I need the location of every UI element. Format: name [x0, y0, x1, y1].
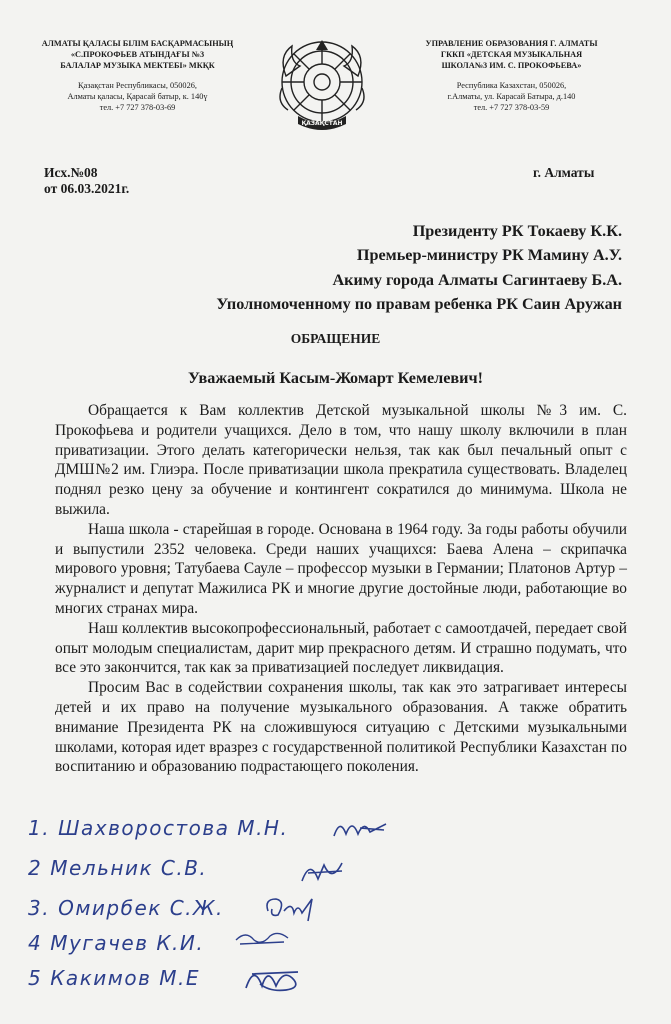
signature-entry [28, 966, 200, 990]
letterhead-line: АЛМАТЫ ҚАЛАСЫ БІЛІМ БАСҚАРМАСЫНЫҢ [41, 39, 234, 48]
addressee-line: Премьер-министру РК Мамину А.У. [356, 246, 622, 265]
letterhead-phone: тел. +7 727 378-03-69 [99, 103, 176, 112]
body-paragraph: Просим Вас в содействии сохранения школы, так как это затрагивает интересы детей и их право на получение музыкального образования. А также обратить внимание Президента РК на сложившуюся ситуацию с Детскими музыкальными школами, которая идет вразрез с государственной политикой Республики Казахстан по воспитанию и образованию подрастающего поколения. [55, 679, 627, 776]
letter-body [55, 401, 627, 777]
emblem-ribbon-text: ҚАЗАҚСТАН [301, 120, 343, 127]
outgoing-date: от 06.03.2021г. [44, 181, 130, 196]
body-paragraph: Наш коллектив высокопрофессиональный, работает с самоотдачей, передает свой опыт молодым специалистам, дарит мир прекрасного детям. И страшно подумать, что все это закончится, так как за приватизацией последует ликвидация. [55, 619, 627, 677]
addressee-line: Уполномоченному по правам ребенка РК Саин Аружан [216, 294, 622, 313]
signature-entry [28, 856, 207, 880]
handwritten-signature-mark [330, 814, 390, 844]
city: г. Алматы [533, 165, 595, 180]
letterhead-phone: тел. +7 727 378-03-59 [473, 103, 550, 112]
signature-number: 2 [28, 856, 43, 880]
letterhead-address: г.Алматы, ул. Карасай Батыра, д.140 [447, 92, 576, 101]
letterhead-line: «С.ПРОКОФЬЕВ АТЫНДАҒЫ №3 [70, 50, 205, 59]
signature-entry [28, 816, 288, 840]
addressee-line: Президенту РК Токаеву К.К. [412, 222, 622, 240]
signature-name: Омирбек С.Ж. [58, 896, 224, 920]
signature-name: Шахворостова М.Н. [58, 816, 289, 840]
signature-name: Мугачев К.И. [50, 931, 205, 955]
letterhead-line: ГККП «ДЕТСКАЯ МУЗЫКАЛЬНАЯ [440, 50, 583, 59]
addressee-block [216, 219, 622, 316]
state-emblem-icon [276, 36, 368, 132]
outgoing-reference [44, 165, 129, 197]
handwritten-signature-mark [240, 960, 306, 996]
salutation: Уважаемый Касым-Жомарт Кемелевич! [187, 369, 484, 387]
outgoing-number: Исх.№08 [44, 165, 98, 180]
letterhead-address: Қазақстан Республикасы, 050026, [78, 81, 197, 90]
letterhead-address: Республика Казахстан, 050026, [456, 81, 567, 90]
signature-name: Мельник С.В. [50, 856, 208, 880]
signature-entry [28, 896, 224, 920]
signature-entry [28, 931, 204, 955]
handwritten-signature-mark [262, 893, 320, 925]
letterhead-address: Алматы қаласы, Қарасай батыр, к. 140ү [67, 92, 208, 101]
signature-number: 5 [28, 966, 43, 990]
body-paragraph: Обращается к Вам коллектив Детской музыкальной школы №3 им. С. Прокофьева и родители учащихся. Дело в том, что нашу школу включили в план приватизации. Этого делать категорически нельзя, так как был печальный опыт с ДМШ№2 им. Глиэра. После приватизации школа прекратила существовать. Владелец поднял резко цену за обучение и контингент сократился до минимума. Школа не выжила. [55, 402, 627, 518]
addressee-line: Акиму города Алматы Сагинтаеву Б.А. [332, 270, 622, 289]
handwritten-signature-mark [232, 924, 292, 950]
letterhead-kazakh [20, 38, 255, 113]
letterhead-line: ШКОЛА№3 ИМ. С. ПРОКОФЬЕВА» [441, 61, 582, 70]
letterhead-line: УПРАВЛЕНИЕ ОБРАЗОВАНИЯ Г. АЛМАТЫ [425, 39, 598, 48]
signature-number: 4 [28, 931, 43, 955]
letterhead-line: БАЛАЛАР МУЗЫКА МЕКТЕБІ» МКҚК [60, 61, 215, 70]
signature-number: 3. [28, 896, 51, 920]
handwritten-signature-mark [298, 857, 348, 887]
signature-name: Какимов М.Е [50, 966, 200, 990]
signature-number: 1. [28, 816, 51, 840]
body-paragraph: Наша школа - старейшая в городе. Основана в 1964 году. За годы работы обучили и выпустили 2352 человека. Среди наших учащихся: Баева Алена – скрипачка мирового уровня; Татубаева Сауле – профессор музыки в Германии; Платонов Артур – журналист и депутат Мажилиса РК и многие другие достойные люди, работающие во многих странах мира. [55, 520, 627, 617]
letterhead-russian [394, 38, 629, 113]
document-title: ОБРАЩЕНИЕ [290, 331, 381, 346]
